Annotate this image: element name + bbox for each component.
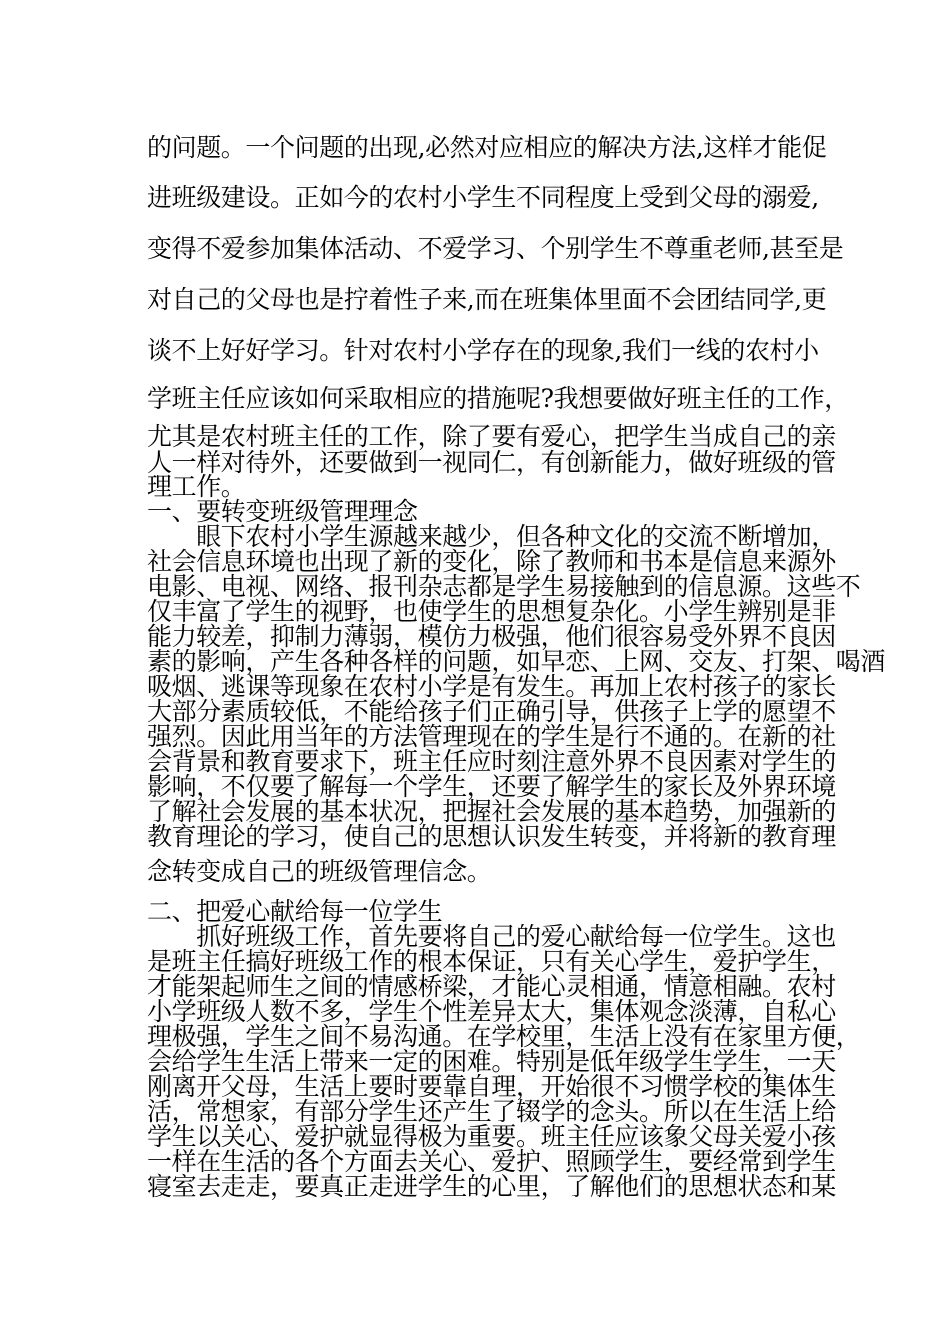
- paragraph-line: 学班主任应该如何采取相应的措施呢?我想要做好班主任的工作，: [147, 384, 849, 413]
- section-heading: 二、把爱心献给每一位学生: [147, 897, 443, 926]
- paragraph-line: 对自己的父母也是拧着性子来,而在班集体里面不会团结同学,更: [147, 285, 827, 314]
- paragraph-line: 念转变成自己的班级管理信念。: [147, 857, 492, 886]
- paragraph-line: 能力较差，抑制力薄弱，模仿力极强，他们很容易受外界不良因: [147, 622, 836, 651]
- paragraph-line: 变得不爱参加集体活动、不爱学习、个别学生不尊重老师,甚至是: [147, 234, 844, 263]
- paragraph-line: 谈不上好好学习。针对农村小学存在的现象,我们一线的农村小: [147, 336, 819, 365]
- paragraph-line: 电影、电视、网络、报刊杂志都是学生易接触到的信息源。这些不: [147, 572, 861, 601]
- paragraph-line: 活，常想家，有部分学生还产生了辍学的念头。所以在生活上给: [147, 1097, 836, 1126]
- paragraph-line: 人一样对待外，还要做到一视同仁，有创新能力，做好班级的管: [147, 448, 836, 477]
- paragraph-line: 仅丰富了学生的视野，也使学生的思想复杂化。小学生辨别是非: [147, 597, 836, 626]
- paragraph-line: 才能架起师生之间的情感桥梁，才能心灵相通，情意相融。农村: [147, 972, 836, 1001]
- paragraph-line: 眼下农村小学生源越来越少，但各种文化的交流不断增加，: [147, 522, 836, 551]
- paragraph-line: 影响，不仅要了解每一个学生，还要了解学生的家长及外界环境: [147, 772, 836, 801]
- paragraph-line: 一样在生活的各个方面去关心、爱护、照顾学生，要经常到学生: [147, 1147, 836, 1176]
- paragraph-line: 刚离开父母，生活上要时要靠自理，开始很不习惯学校的集体生: [147, 1072, 836, 1101]
- paragraph-line: 的问题。一个问题的出现,必然对应相应的解决方法,这样才能促: [147, 133, 827, 162]
- paragraph-line: 学生以关心、爱护就显得极为重要。班主任应该象父母关爱小孩: [147, 1122, 836, 1151]
- paragraph-line: 理极强，学生之间不易沟通。在学校里，生活上没有在家里方便，: [147, 1022, 861, 1051]
- paragraph-line: 尤其是农村班主任的工作，除了要有爱心，把学生当成自己的亲: [147, 422, 836, 451]
- paragraph-line: 社会信息环境也出现了新的变化，除了教师和书本是信息来源外: [147, 547, 836, 576]
- paragraph-line: 吸烟、逃课等现象在农村小学是有发生。再加上农村孩子的家长: [147, 672, 836, 701]
- paragraph-line: 大部分素质较低，不能给孩子们正确引导，供孩子上学的愿望不: [147, 697, 836, 726]
- paragraph-line: 小学班级人数不多，学生个性差异太大，集体观念淡薄，自私心: [147, 997, 836, 1026]
- paragraph-line: 会背景和教育要求下，班主任应时刻注意外界不良因素对学生的: [147, 747, 836, 776]
- paragraph-line: 寝室去走走，要真正走进学生的心里，了解他们的思想状态和某: [147, 1172, 836, 1201]
- paragraph-line: 抓好班级工作，首先要将自己的爱心献给每一位学生。这也: [147, 922, 836, 951]
- paragraph-line: 了解社会发展的基本状况，把握社会发展的基本趋势，加强新的: [147, 797, 836, 826]
- paragraph-line: 素的影响，产生各种各样的问题，如早恋、上网、交友、打架、喝酒: [147, 647, 886, 676]
- paragraph-line: 教育理论的学习，使自己的思想认识发生转变，并将新的教育理: [147, 822, 836, 851]
- paragraph-line: 强烈。因此用当年的方法管理现在的学生是行不通的。在新的社: [147, 722, 836, 751]
- paragraph-line: 会给学生生活上带来一定的困难。特别是低年级学生学生，一天: [147, 1047, 836, 1076]
- section-heading: 一、要转变班级管理理念: [147, 497, 418, 526]
- paragraph-line: 进班级建设。正如今的农村小学生不同程度上受到父母的溺爱,: [147, 183, 819, 212]
- paragraph-line: 是班主任搞好班级工作的根本保证，只有关心学生，爱护学生，: [147, 947, 836, 976]
- paragraph-line: 理工作。: [147, 472, 246, 501]
